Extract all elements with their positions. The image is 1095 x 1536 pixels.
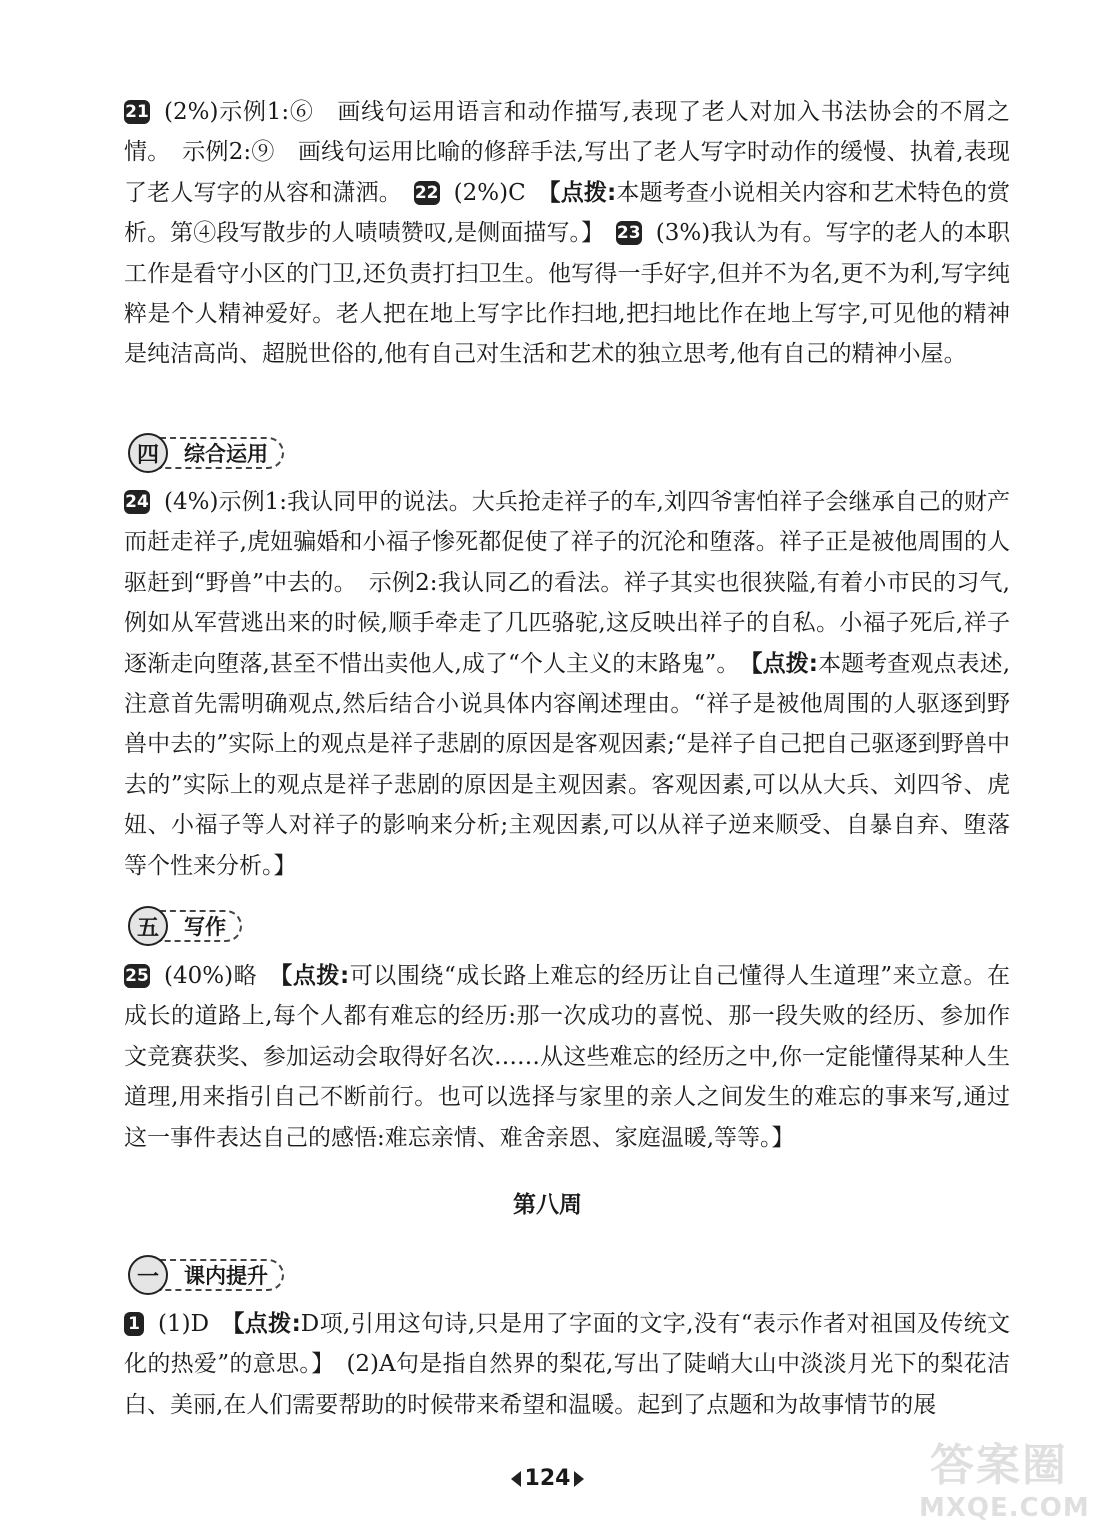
- answer-paragraph-1: [124, 1304, 1010, 1425]
- question-number-badge: 22: [414, 182, 439, 203]
- tip-label: 【点拨:: [751, 650, 818, 677]
- tip-label: 【点拨:: [232, 1311, 301, 1337]
- question-number-badge: 25: [125, 966, 149, 986]
- week-heading: 第八周: [513, 1192, 582, 1218]
- answer-text: (3%)我认为有。写字的老人的本职工作是看守小区的门卫,还负责打扫卫生。他写得一手好字,但并不为名,更不为利,写字纯粹是个人精神爱好。老人把在地上写字比作扫地,把扫地比作在地上写字,可见他的精神是纯洁高尚、超脱世俗的,他有自己对生活和艺术的独立思考,他有自己的精神小屋。: [124, 220, 1010, 368]
- answer-text: (40%)略: [164, 963, 258, 989]
- tip-text: 可以围绕“成长路上难忘的经历让自己懂得人生道理”来立意。在成长的道路上,每个人都有难忘的经历:那一次成功的喜悦、那一段失败的经历、参加作文竞赛获奖、参加运动会取得好名次……从这些难忘的经历之中,你一定能懂得某种人生道理,用来指引自己不断前行。也可以选择与家里的亲人之间发生的难忘的事来写,通过这一事件表达自己的感悟:难忘亲情、难舍亲恩、家庭温暖,等等。】: [124, 963, 1010, 1151]
- section-header-1: [128, 1255, 284, 1295]
- watermark-url: MXQE.COM: [919, 1493, 1090, 1523]
- section-header-4: [128, 433, 284, 473]
- page-number-text: 124: [524, 1466, 571, 1491]
- answer-text: (2%)C: [453, 179, 526, 206]
- tip-text: D项,引用这句诗,只是用了字面的文字,没有“表示作者对祖国及传统文化的热爱”的意思。】: [124, 1311, 1011, 1378]
- section-badge: 五: [128, 906, 168, 946]
- answer-text: (1)D: [158, 1311, 210, 1337]
- section-badge: 四: [128, 433, 168, 473]
- arrow-left-icon: [511, 1471, 521, 1487]
- tip-text: 本题考查观点表述,注意首先需明确观点,然后结合小说具体内容阐述理由。“祥子是被他周围的人驱逐到野兽中去的”实际上的观点是祥子悲剧的原因是客观因素;“是祥子自己把自己驱逐到野兽中去的”实际上的观点是祥子悲剧的原因是主观因素。客观因素,可以从大兵、刘四爷、虎妞、小福子等人对祥子的影响来分析;主观因素,可以从祥子逆来顺受、自暴自弃、堕落等个性来分析。】: [124, 650, 1011, 879]
- answer-paragraph-25: [124, 956, 1010, 1158]
- tip-text: 本题考查小说相关内容和艺术特色的赏析。第④段写散步的人啧啧赞叹,是侧面描写。】: [124, 179, 1011, 247]
- section-label: 课内提升: [160, 1259, 284, 1291]
- tip-label: 【点拨:: [280, 963, 350, 989]
- answer-text: (2)A句是指自然界的梨花,写出了陡峭大山中淡淡月光下的梨花洁白、美丽,在人们需要帮助的时候带来希望和温暖。起到了点题和为故事情节的展: [124, 1351, 1010, 1418]
- watermark-logo: 答案圈: [930, 1440, 1068, 1491]
- watermark: [919, 1440, 1090, 1532]
- question-number-badge: 24: [125, 492, 149, 512]
- answer-text: (2%)示例1:⑥ 画线句运用语言和动作描写,表现了老人对加入书法协会的不屑之情。 示例2:⑨ 画线句运用比喻的修辞手法,写出了老人写字时动作的缓慢、执着,表现了老人写字的从容和潇洒。: [124, 99, 1010, 206]
- section-label: 写作: [160, 910, 242, 942]
- question-number-badge: 21: [125, 102, 149, 122]
- section-label: 综合运用: [160, 437, 284, 469]
- answer-paragraph-21-23: [124, 92, 1010, 375]
- question-number-badge: 1: [124, 1312, 144, 1336]
- arrow-right-icon: [574, 1471, 584, 1487]
- answer-text: (4%)示例1:我认同甲的说法。大兵抢走祥子的车,刘四爷害怕祥子会继承自己的财产而赶走祥子,虎妞骗婚和小福子惨死都促使了祥子的沉沦和堕落。祥子正是被他周围的人驱赶到“野兽”中去的。 示例2:我认同乙的看法。祥子其实也很狭隘,有着小市民的习气,例如从军营逃出来的时候,顺手牵走了几匹骆驼,这反映出祥子的自私。小福子死后,祥子逐渐走向堕落,甚至不惜出卖他人,成了“个人主义的末路鬼”。: [124, 489, 1010, 677]
- tip-label: 【点拨:: [549, 179, 617, 206]
- question-number-badge: 23: [616, 223, 641, 244]
- answer-paragraph-24: [124, 482, 1010, 886]
- section-badge: 一: [128, 1255, 168, 1295]
- section-header-5: [128, 906, 242, 946]
